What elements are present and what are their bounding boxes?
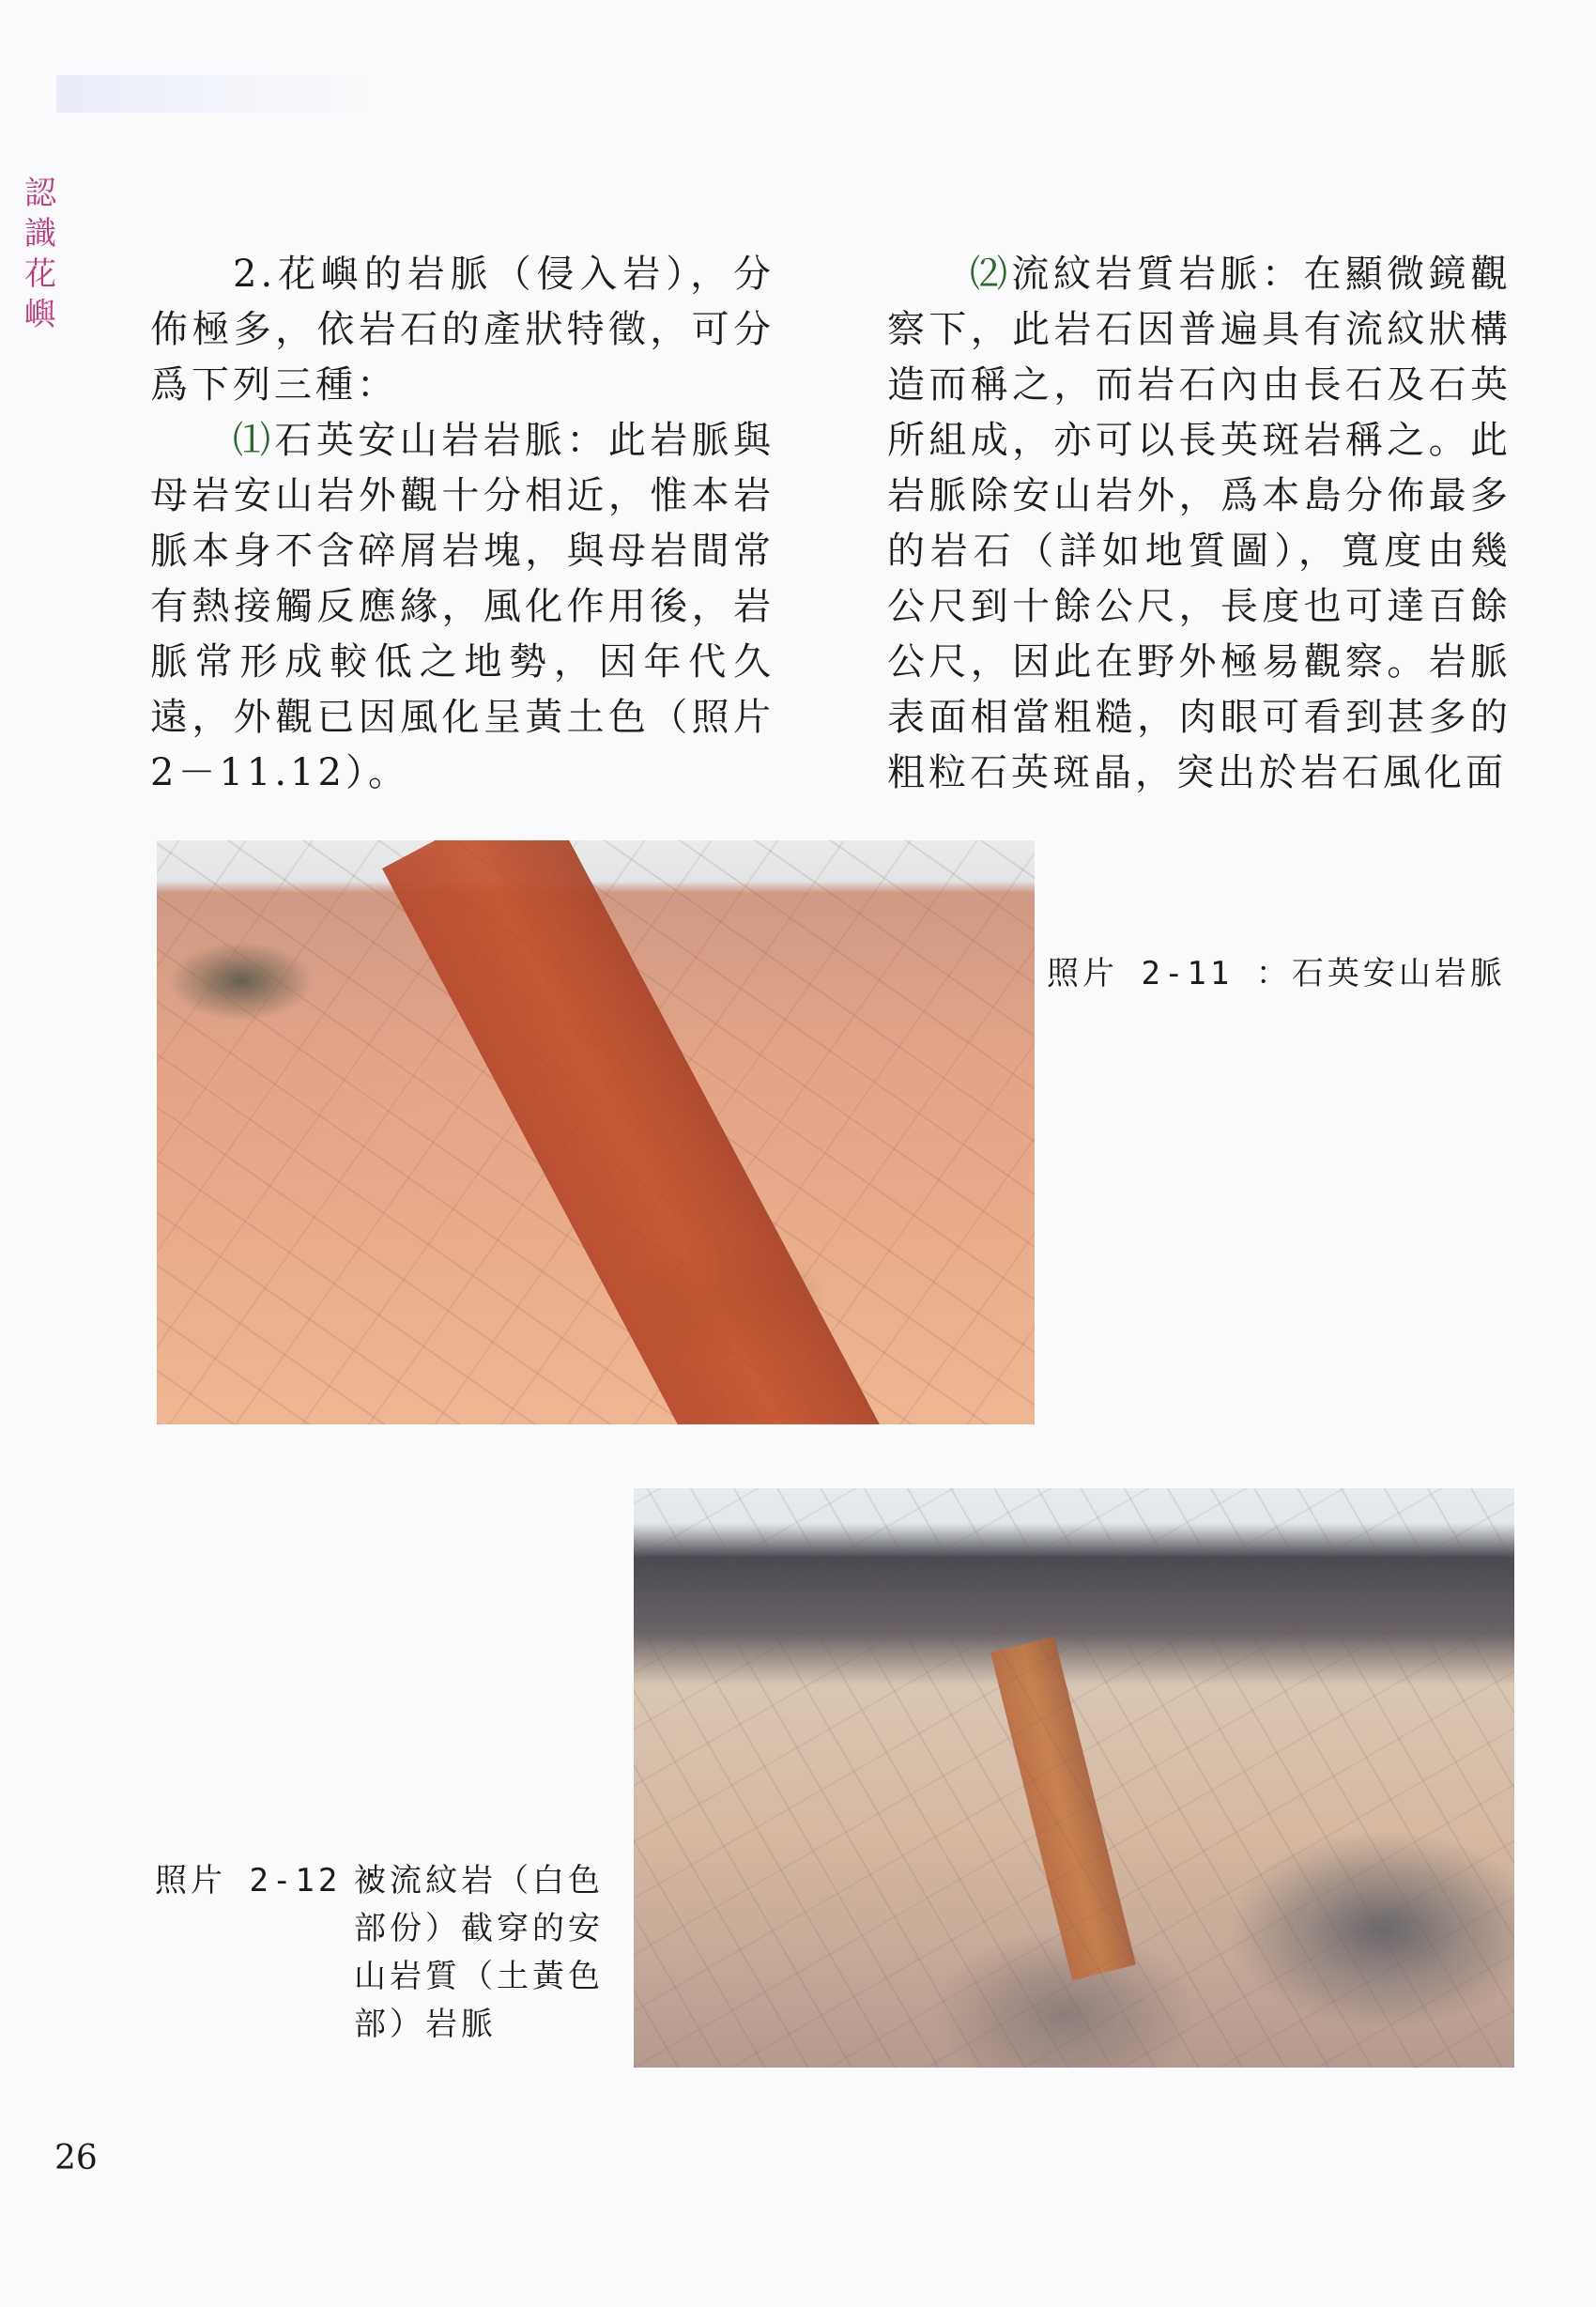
page-number: 26 bbox=[54, 2139, 98, 2177]
side-section-label bbox=[21, 174, 60, 335]
photo2-caption-label: 照片 2-12 ： bbox=[155, 1862, 400, 1899]
photo-quartz-andesite-dike bbox=[157, 840, 1035, 1424]
photo2-caption-text: 被流紋岩（白色部份）截穿的安山岩質（土黃色部）岩脈 bbox=[354, 1862, 604, 2043]
photo-rhyolite-cut-dike bbox=[634, 1488, 1514, 2068]
header-band bbox=[56, 75, 376, 113]
side-char: 嶼 bbox=[24, 296, 56, 333]
right-text-column bbox=[887, 247, 1512, 801]
paragraph-quartz-andesite-dike bbox=[150, 413, 775, 801]
side-char: 識 bbox=[24, 215, 56, 253]
item-number: ⑴ bbox=[233, 419, 275, 462]
paragraph-dikes-intro: 2.花嶼的岩脈（侵入岩），分佈極多，依岩石的產狀特徵，可分爲下列三種： bbox=[150, 253, 775, 407]
rock-texture bbox=[157, 840, 1035, 1424]
side-char: 花 bbox=[24, 255, 56, 293]
photo1-caption: 照片 2-11 ：石英安山岩脈 bbox=[1047, 955, 1506, 992]
paragraph-rhyolite-dike bbox=[887, 247, 1512, 801]
left-text-column bbox=[150, 247, 775, 801]
item-number: ⑵ bbox=[970, 253, 1012, 296]
rock-texture bbox=[634, 1488, 1514, 2068]
item-text: 石英安山岩岩脈：此岩脈與母岩安山岩外觀十分相近，惟本岩脈本身不含碎屑岩塊，與母岩間常有熱接觸反應緣，風化作用後，岩脈常形成較低之地勢，因年代久遠，外觀已因風化呈黃土色（照片2－11.12）。 bbox=[150, 419, 775, 794]
side-char: 認 bbox=[24, 175, 56, 212]
item-text: 流紋岩質岩脈：在顯微鏡觀察下，此岩石因普遍具有流紋狀構造而稱之，而岩石內由長石及石英所組成，亦可以長英斑岩稱之。此岩脈除安山岩外，爲本島分佈最多的岩石（詳如地質圖），寬度由幾公尺到十餘公尺，長度也可達百餘公尺，因此在野外極易觀察。岩脈表面相當粗糙，肉眼可看到甚多的粗粒石英斑晶，突出於岩石風化面 bbox=[887, 253, 1512, 794]
